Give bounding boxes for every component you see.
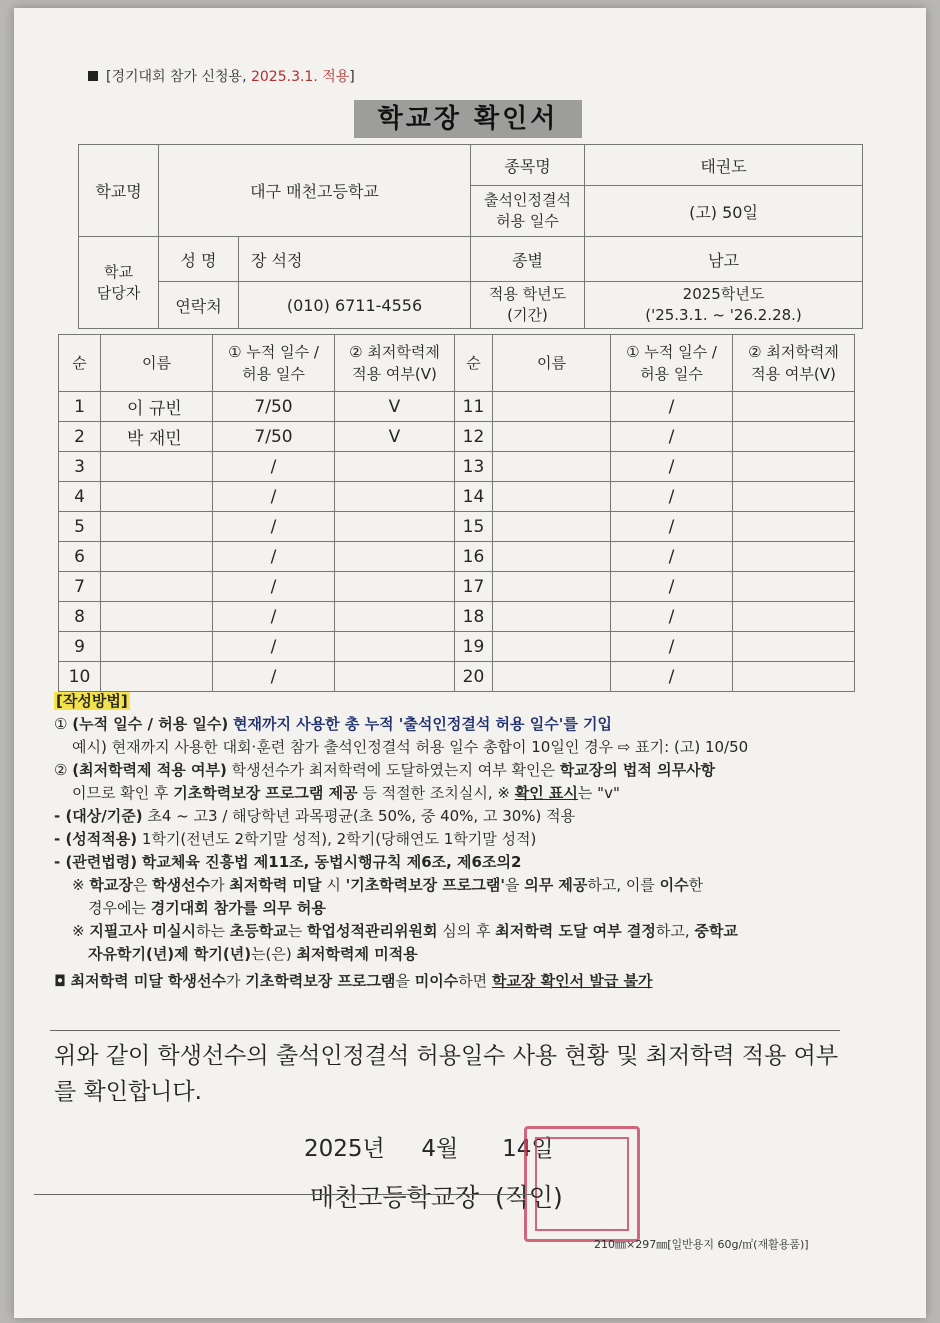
table-row bbox=[59, 482, 455, 512]
guide-line-10: ※ 지필고사 미실시하는 초등학교는 학업성적관리위원회 심의 후 최저학력 도달 여부 결정하고, 중학교 bbox=[72, 922, 738, 940]
row-number: 4 bbox=[59, 482, 101, 512]
allowed-days-label: 출석인정결석 허용 일수 bbox=[471, 186, 585, 237]
min-academic-check bbox=[733, 632, 855, 662]
row-number: 9 bbox=[59, 632, 101, 662]
min-academic-check bbox=[335, 542, 455, 572]
athlete-name bbox=[493, 602, 611, 632]
row-number: 7 bbox=[59, 572, 101, 602]
athlete-name bbox=[101, 452, 213, 482]
min-academic-check bbox=[733, 482, 855, 512]
seal-mark: (직인) bbox=[494, 1183, 563, 1212]
min-academic-check bbox=[335, 602, 455, 632]
row-number: 15 bbox=[455, 512, 493, 542]
row-number: 19 bbox=[455, 632, 493, 662]
table-row bbox=[455, 482, 855, 512]
days-used: / bbox=[611, 542, 733, 572]
athlete-name bbox=[101, 632, 213, 662]
arrow-box-icon: ◘ bbox=[54, 972, 66, 990]
allowed-days-value: (고) 50일 bbox=[585, 186, 863, 237]
days-used: / bbox=[213, 512, 335, 542]
athlete-name bbox=[493, 662, 611, 692]
table-row bbox=[59, 512, 455, 542]
header-min: ② 최저학력제 적용 여부(V) bbox=[733, 335, 855, 392]
table-row bbox=[59, 602, 455, 632]
category-value: 남고 bbox=[585, 237, 863, 282]
min-academic-check bbox=[733, 542, 855, 572]
header-no: 순 bbox=[59, 335, 101, 392]
min-academic-check bbox=[335, 452, 455, 482]
min-academic-check bbox=[335, 512, 455, 542]
bullet-square-icon bbox=[88, 71, 98, 81]
row-number: 10 bbox=[59, 662, 101, 692]
athlete-name bbox=[493, 452, 611, 482]
min-academic-check bbox=[335, 572, 455, 602]
document-title: 학교장 확인서 bbox=[354, 100, 582, 138]
days-used: / bbox=[213, 482, 335, 512]
sport-label: 종목명 bbox=[471, 145, 585, 186]
days-used: / bbox=[213, 662, 335, 692]
min-academic-check bbox=[733, 572, 855, 602]
min-academic-check bbox=[733, 422, 855, 452]
paper-spec-footer: 210㎜×297㎜[일반용지 60g/㎡(재활용품)] bbox=[594, 1238, 809, 1251]
divider-bottom bbox=[34, 1194, 534, 1195]
athlete-name bbox=[101, 542, 213, 572]
guide-line-6: - (성적적용) 1학기(전년도 2학기말 성적), 2학기(당해연도 1학기말 성적) bbox=[54, 830, 537, 848]
guide-line-2: 예시) 현재까지 사용한 대회·훈련 참가 출석인정결석 허용 일수 총합이 10일인 경우 ⇨ 표기: (고) 10/50 bbox=[72, 738, 749, 756]
guide-line-3: ② (최저학력제 적용 여부) 학생선수가 최저학력에 도달하였는지 여부 확인은 학교장의 법적 의무사항 bbox=[54, 761, 716, 779]
document-page bbox=[14, 8, 926, 1318]
days-used: / bbox=[213, 452, 335, 482]
header-note: [경기대회 참가 신청용, 2025.3.1. 적용] bbox=[88, 66, 355, 86]
year-value: 2025학년도 ('25.3.1. ~ '26.2.28.) bbox=[585, 282, 863, 329]
min-academic-check: V bbox=[335, 392, 455, 422]
header-days: ① 누적 일수 / 허용 일수 bbox=[213, 335, 335, 392]
header-name: 이름 bbox=[493, 335, 611, 392]
table-row bbox=[455, 542, 855, 572]
table-row bbox=[455, 512, 855, 542]
guide-line-9: 경우에는 경기대회 참가를 의무 허용 bbox=[88, 899, 326, 917]
athlete-name bbox=[493, 392, 611, 422]
athlete-name bbox=[493, 542, 611, 572]
header-days: ① 누적 일수 / 허용 일수 bbox=[611, 335, 733, 392]
school-value: 대구 매천고등학교 bbox=[159, 145, 471, 237]
row-number: 2 bbox=[59, 422, 101, 452]
min-academic-check bbox=[335, 482, 455, 512]
athlete-name bbox=[493, 482, 611, 512]
days-used: / bbox=[611, 422, 733, 452]
table-row bbox=[455, 572, 855, 602]
row-number: 5 bbox=[59, 512, 101, 542]
days-used: / bbox=[611, 572, 733, 602]
guide-line-1: ① (누적 일수 / 허용 일수) 현재까지 사용한 총 누적 '출석인정결석 허용 일수'를 기입 bbox=[54, 715, 613, 733]
days-used: / bbox=[213, 542, 335, 572]
days-used: / bbox=[611, 662, 733, 692]
confirmation-statement: 위와 같이 학생선수의 출석인정결석 허용일수 사용 현황 및 최저학력 적용 여부를 확인합니다. bbox=[54, 1043, 839, 1105]
min-academic-check: V bbox=[335, 422, 455, 452]
row-number: 12 bbox=[455, 422, 493, 452]
divider-top bbox=[50, 1030, 840, 1031]
table-row bbox=[59, 392, 455, 422]
school-label: 학교명 bbox=[79, 145, 159, 237]
athlete-name bbox=[493, 632, 611, 662]
athlete-name bbox=[101, 662, 213, 692]
min-academic-check bbox=[335, 632, 455, 662]
principal-signature: 매천고등학교장 (직인) bbox=[310, 1183, 563, 1212]
row-number: 3 bbox=[59, 452, 101, 482]
sport-value: 태권도 bbox=[585, 145, 863, 186]
guide-line-11: 자유학기(년)제 학기(년)는(은) 최저학력제 미적용 bbox=[88, 945, 418, 963]
table-row bbox=[455, 452, 855, 482]
min-academic-check bbox=[733, 452, 855, 482]
guide-line-12: ◘ 최저학력 미달 학생선수가 기초학력보장 프로그램을 미이수하면 학교장 확인서 발급 불가 bbox=[54, 972, 653, 990]
table-row bbox=[455, 662, 855, 692]
days-used: / bbox=[611, 632, 733, 662]
table-row bbox=[59, 662, 455, 692]
guide-heading: [작성방법] bbox=[56, 692, 128, 710]
athlete-name: 이 규빈 bbox=[101, 392, 213, 422]
days-used: / bbox=[213, 632, 335, 662]
row-number: 1 bbox=[59, 392, 101, 422]
name-label: 성 명 bbox=[159, 237, 239, 282]
row-number: 13 bbox=[455, 452, 493, 482]
days-used: 7/50 bbox=[213, 392, 335, 422]
contact-label: 연락처 bbox=[159, 282, 239, 329]
table-row bbox=[59, 542, 455, 572]
header-min: ② 최저학력제 적용 여부(V) bbox=[335, 335, 455, 392]
info-table bbox=[78, 144, 863, 329]
table-row bbox=[455, 602, 855, 632]
days-used: / bbox=[611, 452, 733, 482]
table-row bbox=[455, 632, 855, 662]
row-number: 17 bbox=[455, 572, 493, 602]
athlete-table-right bbox=[454, 334, 855, 692]
days-used: / bbox=[213, 602, 335, 632]
contact-value: (010) 6711-4556 bbox=[239, 282, 471, 329]
guide-line-5: - (대상/기준) 초4 ~ 고3 / 해당학년 과목평균(초 50%, 중 40%, 고 30%) 적용 bbox=[54, 807, 576, 825]
row-number: 14 bbox=[455, 482, 493, 512]
row-number: 20 bbox=[455, 662, 493, 692]
min-academic-check bbox=[733, 392, 855, 422]
athlete-name bbox=[493, 422, 611, 452]
athlete-name bbox=[101, 602, 213, 632]
header-no: 순 bbox=[455, 335, 493, 392]
athlete-name bbox=[101, 512, 213, 542]
min-academic-check bbox=[733, 662, 855, 692]
athlete-table-left bbox=[58, 334, 455, 692]
name-value: 장 석정 bbox=[239, 237, 471, 282]
table-row bbox=[455, 392, 855, 422]
athlete-name bbox=[101, 482, 213, 512]
athlete-name bbox=[101, 572, 213, 602]
min-academic-check bbox=[733, 512, 855, 542]
table-row bbox=[59, 422, 455, 452]
days-used: / bbox=[213, 572, 335, 602]
table-row bbox=[59, 572, 455, 602]
days-used: / bbox=[611, 392, 733, 422]
athlete-name bbox=[493, 512, 611, 542]
year-label: 적용 학년도 (기간) bbox=[471, 282, 585, 329]
guide-line-4: 이므로 확인 후 기초학력보장 프로그램 제공 등 적절한 조치실시, ※ 확인 표시는 "v" bbox=[72, 784, 620, 802]
athlete-name: 박 재민 bbox=[101, 422, 213, 452]
manager-label: 학교 담당자 bbox=[79, 237, 159, 329]
days-used: 7/50 bbox=[213, 422, 335, 452]
issue-date: 2025년 4월 14일 bbox=[304, 1136, 554, 1162]
table-row bbox=[59, 452, 455, 482]
table-row bbox=[59, 632, 455, 662]
row-number: 18 bbox=[455, 602, 493, 632]
header-name: 이름 bbox=[101, 335, 213, 392]
category-label: 종별 bbox=[471, 237, 585, 282]
days-used: / bbox=[611, 482, 733, 512]
table-row bbox=[455, 422, 855, 452]
min-academic-check bbox=[335, 662, 455, 692]
row-number: 11 bbox=[455, 392, 493, 422]
days-used: / bbox=[611, 602, 733, 632]
guide-line-8: ※ 학교장은 학생선수가 최저학력 미달 시 '기초학력보장 프로그램'을 의무 제공하고, 이를 이수한 bbox=[72, 876, 704, 894]
row-number: 8 bbox=[59, 602, 101, 632]
writing-guide bbox=[54, 690, 884, 993]
min-academic-check bbox=[733, 602, 855, 632]
row-number: 16 bbox=[455, 542, 493, 572]
days-used: / bbox=[611, 512, 733, 542]
row-number: 6 bbox=[59, 542, 101, 572]
guide-line-7: - (관련법령) 학교체육 진흥법 제11조, 동법시행규칙 제6조, 제6조의2 bbox=[54, 853, 522, 871]
athlete-name bbox=[493, 572, 611, 602]
